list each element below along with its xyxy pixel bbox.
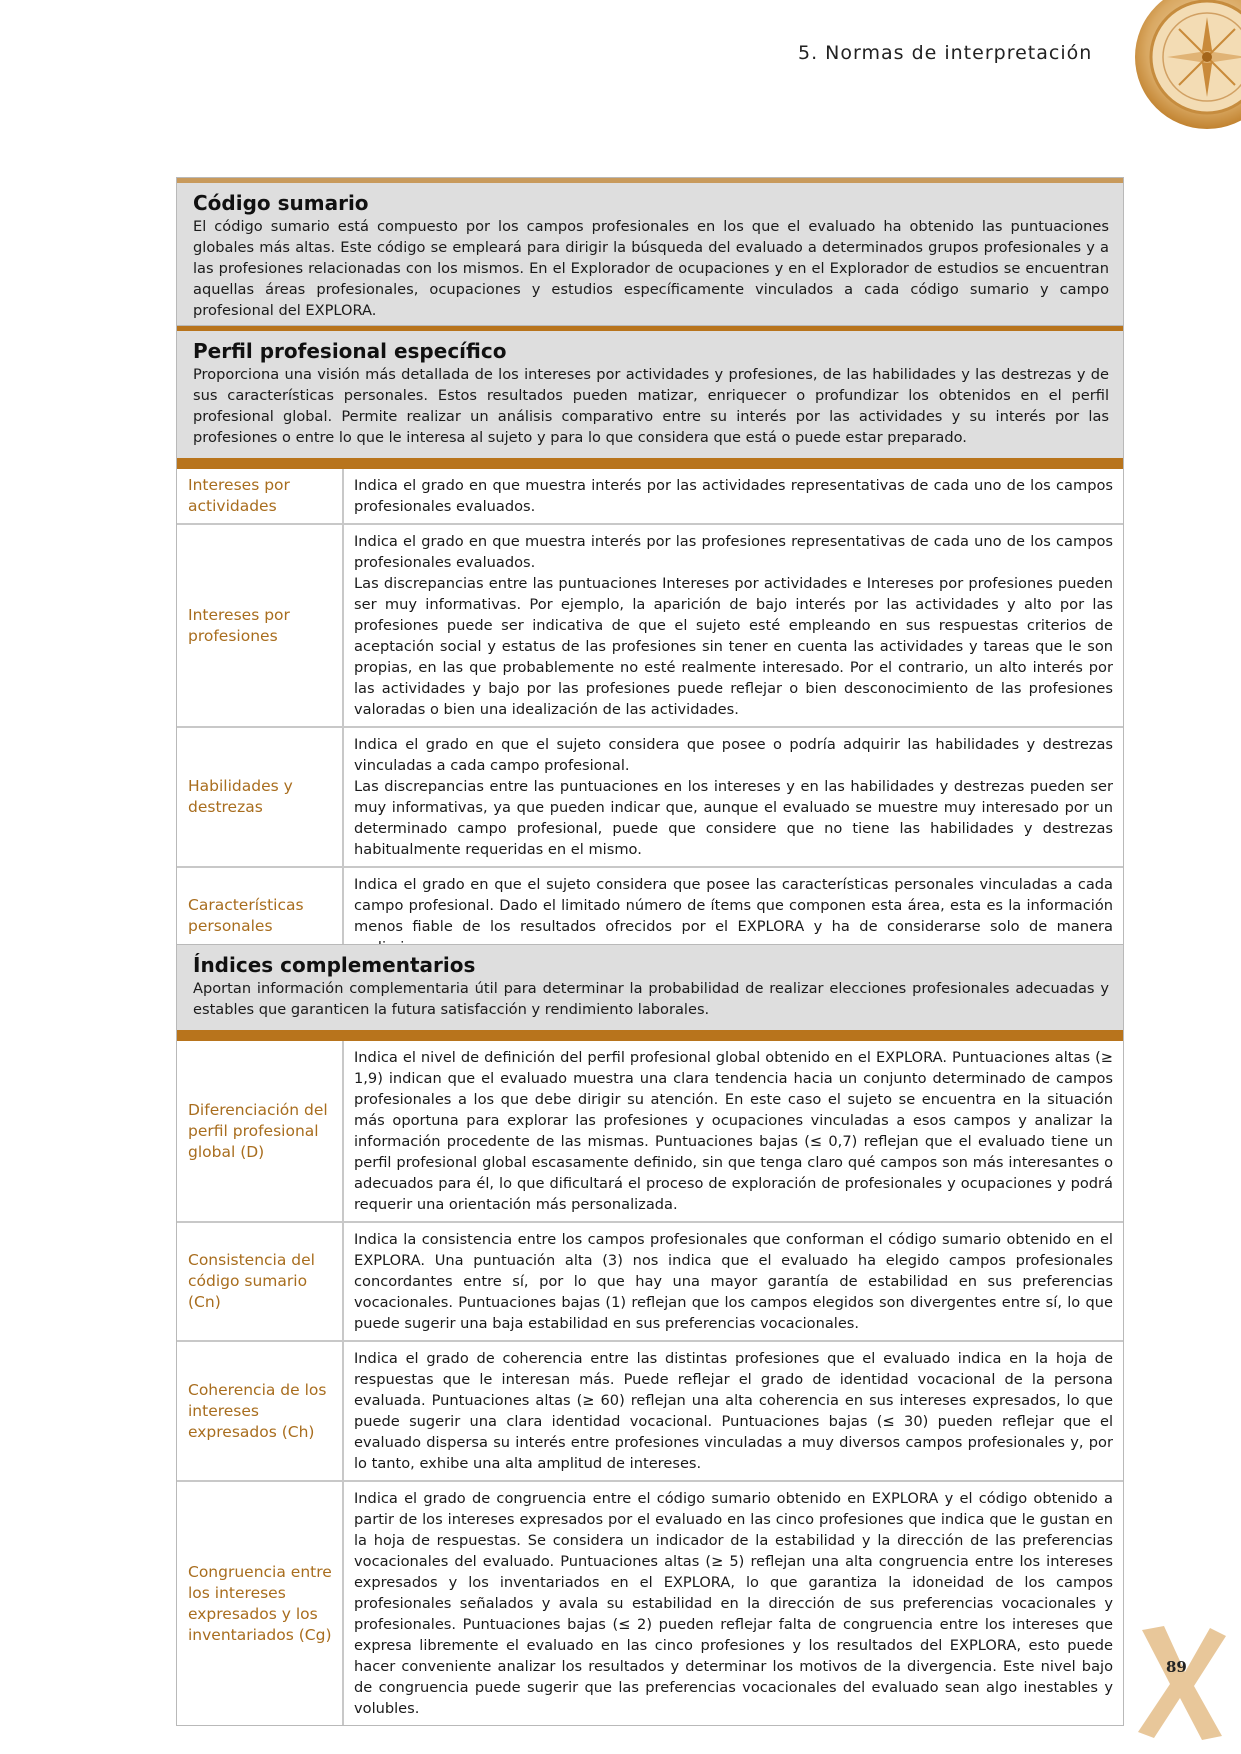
row-description (343, 727, 1123, 867)
table-row (177, 1481, 1123, 1725)
row-label: Consistencia del código sumario (Cn) (177, 1222, 343, 1341)
row-description (343, 524, 1123, 727)
row-description (343, 1481, 1123, 1725)
table-row (177, 524, 1123, 727)
page-header-title: 5. Normas de interpretación (798, 42, 1093, 64)
indices-complementarios-text: Aportan información complementaria útil para determinar la probabilidad de realizar elecciones profesionales adecuadas y estables que garanticen la futura satisfacción y rendimiento laborales. (193, 980, 1109, 1018)
perfil-especifico-header (177, 326, 1123, 458)
page-number: 89 (1166, 1658, 1187, 1676)
row-paragraph: Las discrepancias entre las puntuaciones Intereses por actividades e Intereses por profesiones pueden ser muy informativas. Por ejemplo, la aparición de bajo interés por las actividades y alto por las profesiones puede ser indicativa de que el sujeto esté empleando en sus respuestas criterios de aceptación social y estatus de las profesiones sin tener en cuenta las actividades y tareas que le son propias, en las que probablemente no esté realmente interesado. Por el contrario, un alto interés por las actividades y bajo por las profesiones puede reflejar o bien desconocimiento de las profesiones valoradas o bien una idealización de las actividades. (354, 575, 1113, 718)
row-paragraph: Indica la consistencia entre los campos profesionales que conforman el código sumario obtenido en el EXPLORA. Una puntuación alta (3) nos indica que el evaluado ha elegido campos profesionales concordantes entre sí, por lo que hay una mayor garantía de estabilidad en sus preferencias vocacionales. Puntuaciones bajas (1) reflejan que los campos elegidos son divergentes entre sí, lo que puede sugerir una baja estabilidad en sus preferencias vocacionales. (354, 1231, 1113, 1332)
row-label: Diferenciación del perfil profesional global (D) (177, 1041, 343, 1222)
row-paragraph: Indica el grado de congruencia entre el código sumario obtenido en EXPLORA y el código obtenido a partir de los intereses expresados por el evaluado en las cinco profesiones que indica que le gustan en la hoja de respuestas. Se considera un indicador de la estabilidad y la dirección de las preferencias vocacionales del evaluado. Puntuaciones altas (≥ 5) reflejan una alta congruencia entre los intereses expresados y los inventariados en el EXPLORA, lo que garantiza la idoneidad de los campos profesionales señalados y avala su estabilidad en la dirección de sus preferencias vocacionales y profesionales. Puntuaciones bajas (≤ 2) pueden reflejar falta de congruencia entre los intereses que expresa libremente el evaluado en las cinco profesiones y los resultados del EXPLORA, esto puede hacer conveniente analizar los resultados y determinar los motivos de la divergencia. Este nivel bajo de congruencia puede sugerir que las preferencias vocacionales del evaluado sean algo inestables y volubles. (354, 1490, 1113, 1717)
table-row (177, 1341, 1123, 1481)
row-paragraph: Indica el grado en que muestra interés por las profesiones representativas de cada uno de los campos profesionales evaluados. (354, 533, 1113, 571)
row-paragraph: Indica el grado en que muestra interés por las actividades representativas de cada uno de los campos profesionales evaluados. (354, 477, 1113, 515)
indices-complementarios-header (177, 945, 1123, 1030)
row-label: Congruencia entre los intereses expresados y los inventariados (Cg) (177, 1481, 343, 1725)
row-label: Intereses por actividades (177, 469, 343, 524)
row-label: Intereses por profesiones (177, 524, 343, 727)
codigo-sumario-text: El código sumario está compuesto por los campos profesionales en los que el evaluado ha obtenido las puntuaciones globales más altas. Este código se empleará para dirigir la búsqueda del evaluado a determinados grupos profesionales y a las profesiones relacionadas con los mismos. En el Explorador de ocupaciones y en el Explorador de estudios se encuentran aquellas áreas profesionales, ocupaciones y estudios específicamente vinculados a cada código sumario y campo profesional del EXPLORA. (193, 218, 1109, 319)
table-row (177, 1041, 1123, 1222)
compass-icon (1112, 0, 1241, 142)
row-paragraph: Indica el grado en que el sujeto considera que posee o podría adquirir las habilidades y destrezas vinculadas a cada campo profesional. (354, 736, 1113, 774)
perfil-especifico-box (176, 325, 1124, 965)
row-description (343, 1041, 1123, 1222)
row-paragraph: Indica el nivel de definición del perfil profesional global obtenido en el EXPLORA. Puntuaciones altas (≥ 1,9) indican que el evaluado muestra una clara tendencia hacia un conjunto determinado de campos profesionales a los que debe dirigir su atención. En este caso el sujeto se encuentra en la situación más oportuna para explorar las profesiones y ocupaciones vinculadas a esos campos y analizar la información procedente de las mismas. Puntuaciones bajas (≤ 0,7) reflejan que el evaluado tiene un perfil profesional global escasamente definido, sin que tenga claro qué campos son más interesantes o adecuados para él, lo que dificultará el proceso de exploración de profesionales y ocupaciones y podrá requerir una orientación más personalizada. (354, 1049, 1113, 1213)
table-row (177, 1222, 1123, 1341)
codigo-sumario-box (176, 177, 1124, 332)
codigo-sumario-title: Código sumario (193, 191, 369, 215)
codigo-sumario-header (177, 178, 1123, 331)
row-paragraph: Indica el grado de coherencia entre las distintas profesiones que el evaluado indica en la hoja de respuestas que le interesan más. Puede reflejar el grado de identidad vocacional de la persona evaluada. Puntuaciones altas (≥ 60) reflejan una alta coherencia en sus intereses expresados, lo que puede sugerir una clara identidad vocacional. Puntuaciones bajas (≤ 30) pueden reflejar que el evaluado dispersa su interés entre profesiones vinculadas a muy diversos campos profesionales y, por lo tanto, exhibe una alta amplitud de intereses. (354, 1350, 1113, 1472)
row-paragraph: Indica el grado en que el sujeto considera que posee las características personales vinculadas a cada campo profesional. Dado el limitado número de ítems que componen esta área, esta es la información menos fiable de los resultados ofrecidos por el EXPLORA y ha de considerarse solo de manera (354, 876, 1113, 935)
row-description (343, 1222, 1123, 1341)
row-description (343, 469, 1123, 524)
perfil-especifico-table (177, 469, 1123, 964)
indices-complementarios-table (177, 1041, 1123, 1725)
table-row (177, 727, 1123, 867)
table-row (177, 469, 1123, 524)
indices-complementarios-box (176, 944, 1124, 1726)
section-divider-bar (177, 1030, 1123, 1041)
x-mark-icon (1130, 1622, 1230, 1742)
section-divider-bar (177, 458, 1123, 469)
perfil-especifico-title: Perfil profesional específico (193, 339, 507, 363)
row-label: Habilidades y destrezas (177, 727, 343, 867)
indices-complementarios-title: Índices complementarios (193, 953, 476, 977)
perfil-especifico-text: Proporciona una visión más detallada de los intereses por actividades y profesiones, de las habilidades y las destrezas y de sus características personales. Estos resultados pueden matizar, enriquecer o profundizar los obtenidos en el perfil profesional global. Permite realizar un análisis comparativo entre su interés por las actividades y su interés por las profesiones o entre lo que le interesa al sujeto y para lo que considera que está o puede estar preparado. (193, 366, 1109, 446)
row-paragraph: Las discrepancias entre las puntuaciones en los intereses y en las habilidades y destrezas pueden ser muy informativas, ya que pueden indicar que, aunque el evaluado se muestre muy interesado por un determinado campo profesional, puede que considere que no tiene las habilidades y destrezas habitualmente requeridas en el mismo. (354, 778, 1113, 858)
row-label: Coherencia de los intereses expresados (Ch) (177, 1341, 343, 1481)
row-label: Características personales (177, 867, 343, 964)
row-description (343, 1341, 1123, 1481)
